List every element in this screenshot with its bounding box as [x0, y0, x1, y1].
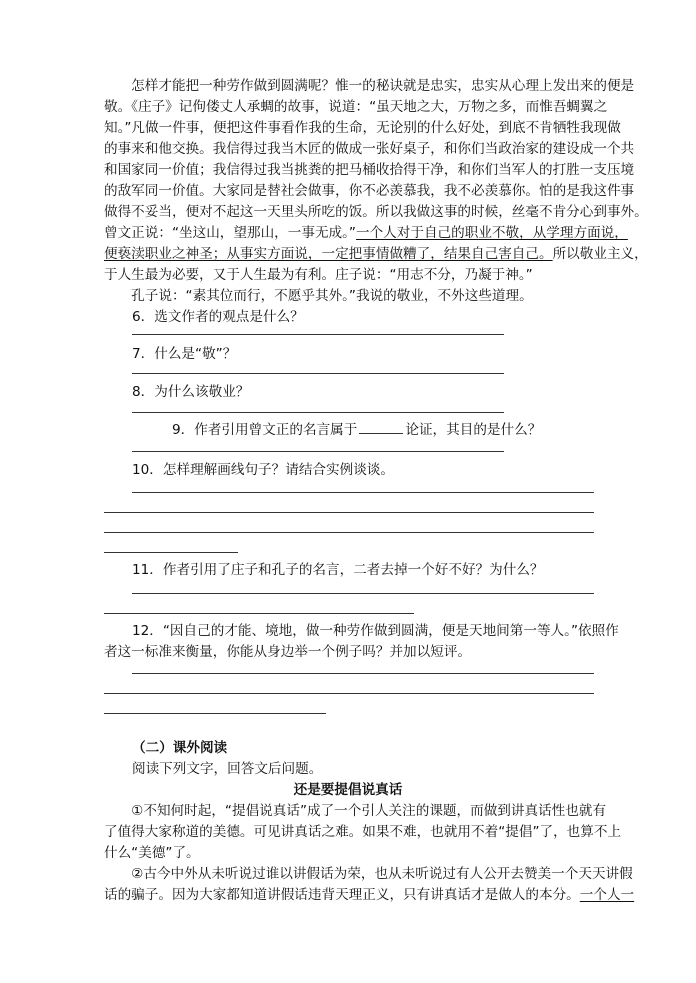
answer-line-12-1[interactable] — [132, 673, 594, 674]
passage-line-10: 于人生最为必要，又于人生最为有利。庄子说：“用志不分，乃凝于神。” — [104, 267, 533, 283]
passage-line-3: 知。”凡做一件事，便把这件事看作我的生命，无论别的什么好处，到底不肯牺牲我现做 — [104, 120, 621, 136]
article-para-2-line-2 — [104, 885, 634, 906]
question-12-line-1: 12．“因自己的才能、境地，做一种劳作做到圆满，便是天地间第一等人。”依照作 — [132, 623, 619, 639]
answer-line-6[interactable] — [132, 334, 504, 335]
question-9-part-2: 论证，其目的是什么？ — [405, 422, 542, 438]
question-11: 11．作者引用了庄子和孔子的名言，二者去掉一个好不好？为什么？ — [132, 562, 544, 578]
passage-line-9 — [104, 244, 648, 265]
answer-line-8[interactable] — [132, 412, 504, 413]
passage-line-5: 和国家同一价值；我信得过我当挑粪的把马桶收拾得干净，和你们当军人的打胜一支压境 — [104, 162, 635, 178]
question-6: 6．选文作者的观点是什么？ — [132, 309, 304, 325]
question-7: 7．什么是“敬”？ — [132, 346, 237, 362]
zeng-quote: 曾文正说：“坐这山，望那山，一事无成。” — [104, 225, 356, 241]
answer-line-7[interactable] — [132, 373, 504, 374]
answer-line-9[interactable] — [132, 451, 504, 452]
answer-line-10-1[interactable] — [132, 492, 594, 493]
passage-line-1: 怎样才能把一种劳作做到圆满呢？惟一的秘诀就是忠实，忠实从心理上发出来的便是 — [104, 78, 635, 94]
question-9-part-1: 9．作者引用曾文正的名言属于 — [172, 422, 358, 438]
question-8: 8．为什么该敬业？ — [132, 384, 250, 400]
passage-line-6: 的敌军同一价值。大家同是替社会做事，你不必羡慕我，我不必羡慕你。怕的是我这件事 — [104, 183, 635, 199]
question-9 — [172, 420, 541, 441]
passage-line-4: 的事来和他交换。我信得过我当木匠的做成一张好桌子，和你们当政治家的建设成一个共 — [104, 141, 635, 157]
section-2-instruction: 阅读下列文字，回答文后问题。 — [132, 761, 323, 777]
answer-line-11-1[interactable] — [132, 593, 594, 594]
article-para-2-line-1: ②古今中外从未听说过谁以讲假话为荣，也从未听说过有人公开去赞美一个天天讲假 — [104, 866, 633, 882]
answer-line-12-3[interactable] — [104, 713, 326, 714]
answer-line-10-3[interactable] — [104, 532, 594, 533]
article-para-1-line-1: ①不知何时起，“提倡说真话”成了一个引人关注的课题，而做到讲真话性也就有 — [104, 803, 607, 819]
passage-line-9-tail: 所以敬业主义， — [552, 246, 648, 262]
article-underlined-start: 一个人一 — [579, 887, 635, 903]
answer-line-11-2[interactable] — [104, 613, 414, 614]
passage-paragraph-2: 孔子说：“素其位而行，不愿乎其外。”我说的敬业，不外这些道理。 — [104, 288, 533, 304]
question-12-line-2: 者这一标准来衡量，你能从身边举一个例子吗？并加以短评。 — [104, 644, 472, 660]
passage-line-8 — [104, 223, 628, 244]
underlined-sentence-part-2: 便亵渎职业之神圣；从事实方面说，一定把事情做糟了，结果自己害自己。 — [104, 246, 553, 262]
underlined-sentence-part-1: 一个人对于自己的职业不敬，从学理方面说， — [355, 225, 628, 241]
article-para-1-line-3: 什么“美德”了。 — [104, 845, 200, 861]
passage-line-7: 做得不妥当，便对不起这一天里头所吃的饭。所以我做这事的时候，丝毫不肯分心到事外。 — [104, 204, 648, 220]
article-para-2-text: 话的骗子。因为大家都知道讲假话违背天理正义，只有讲真话才是做人的本分。 — [104, 887, 580, 903]
section-2-heading: （二）课外阅读 — [132, 740, 228, 756]
fill-in-blank[interactable] — [359, 421, 403, 434]
answer-line-10-2[interactable] — [104, 512, 594, 513]
article-para-1-line-2: 了值得大家称道的美德。可见讲真话之难。如果不难，也就用不着“提倡”了，也算不上 — [104, 824, 622, 840]
question-10: 10．怎样理解画线句子？请结合实例谈谈。 — [132, 462, 394, 478]
article-title: 还是要提倡说真话 — [293, 782, 403, 798]
answer-line-12-2[interactable] — [104, 693, 594, 694]
answer-line-10-4[interactable] — [104, 552, 238, 553]
passage-line-2: 敬。《庄子》记佝偻丈人承蜩的故事，说道：“虽天地之大，万物之多，而惟吾蜩翼之 — [104, 99, 608, 115]
